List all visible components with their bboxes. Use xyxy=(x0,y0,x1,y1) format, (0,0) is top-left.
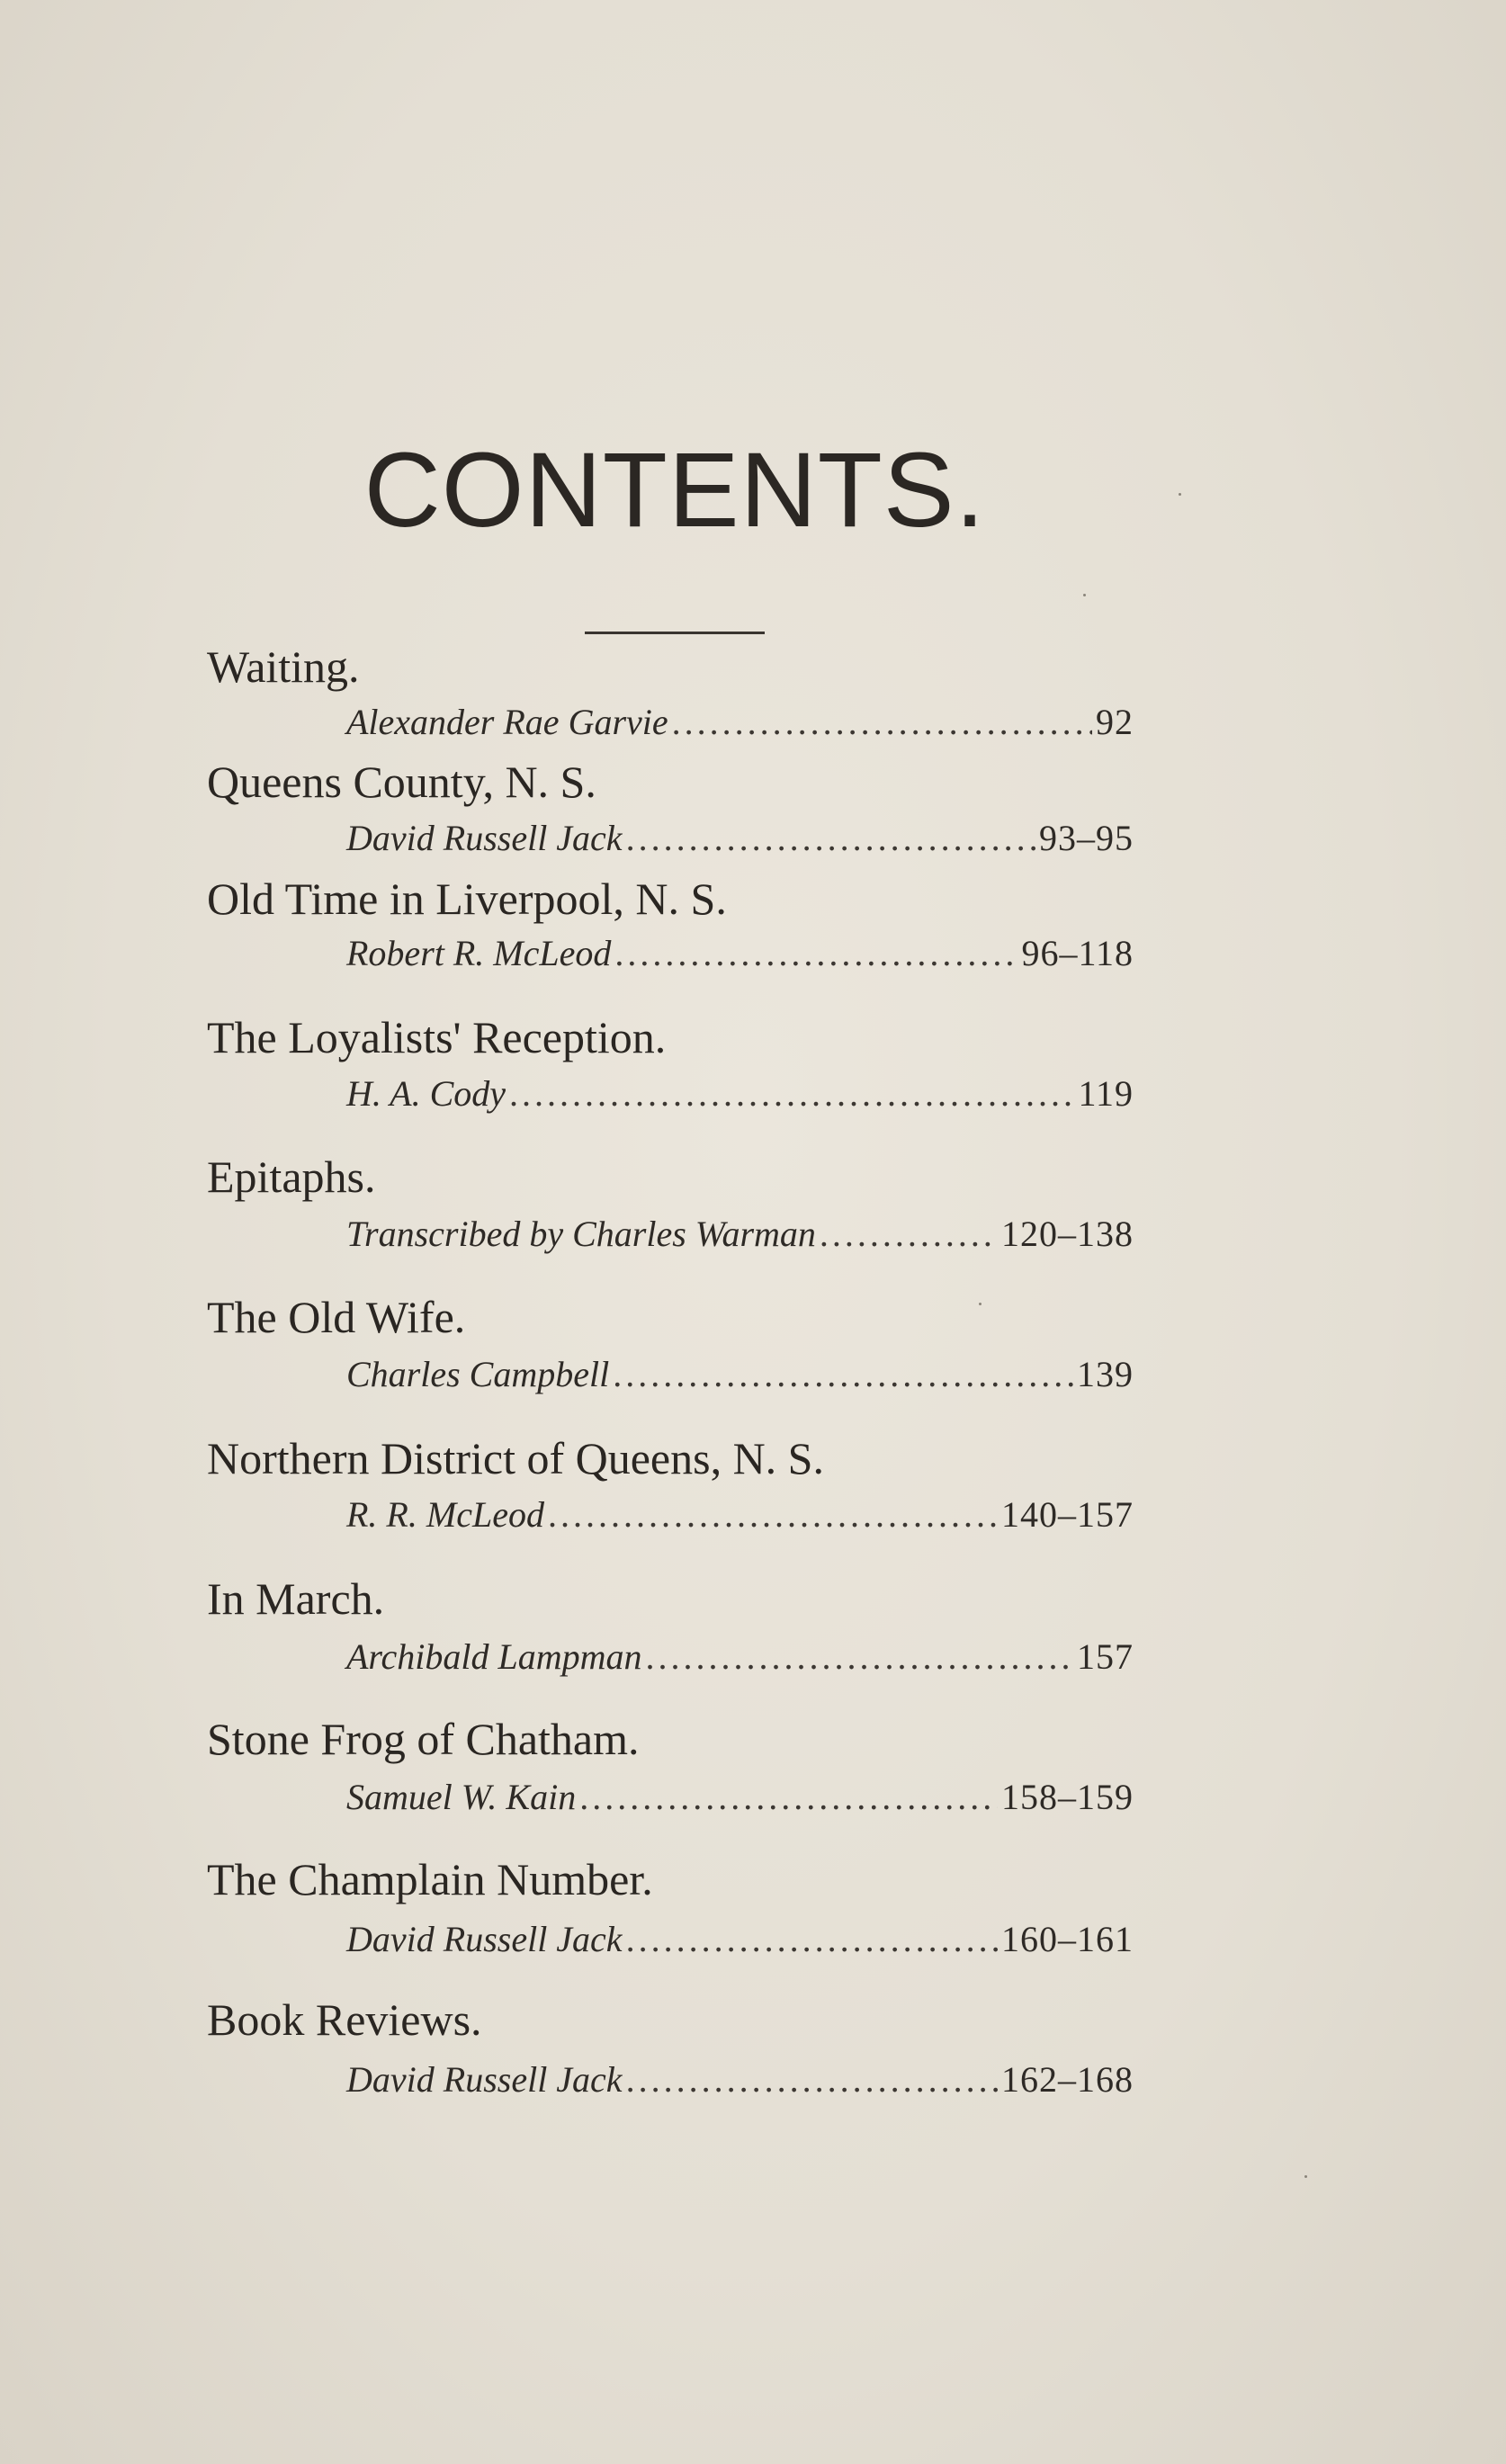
toc-entry-author: David Russell Jack xyxy=(346,1919,623,1959)
toc-entry-title: Northern District of Queens, N. S. xyxy=(207,1433,824,1483)
toc-entry-title: The Champlain Number. xyxy=(207,1854,653,1904)
toc-entry-title: The Old Wife. xyxy=(207,1292,466,1342)
toc-entry-author: Samuel W. Kain xyxy=(346,1777,577,1817)
toc-entry-pages: 120–138 xyxy=(1001,1214,1134,1254)
toc-entry-title: The Loyalists' Reception. xyxy=(207,1012,667,1062)
toc-entry-author-line xyxy=(346,1919,1134,1967)
dot-leader xyxy=(626,820,1035,856)
toc-entry-author: Archibald Lampman xyxy=(346,1636,642,1677)
toc-entry-title: Stone Frog of Chatham. xyxy=(207,1714,640,1764)
paper-speck xyxy=(1083,594,1086,596)
toc-entry-pages: 157 xyxy=(1077,1636,1134,1677)
toc-entry-author-line xyxy=(346,1073,1134,1121)
paper-speck xyxy=(1304,2175,1307,2178)
toc-entry-title: Queens County, N. S. xyxy=(207,757,596,807)
toc-entry-author-line xyxy=(346,704,1134,749)
toc-entry-title: Book Reviews. xyxy=(207,1994,482,2045)
toc-entry-author-line xyxy=(346,933,1134,981)
toc-entry-author: Charles Campbell xyxy=(346,1354,610,1394)
dot-leader xyxy=(613,1357,1073,1393)
dot-leader xyxy=(646,1639,1073,1675)
toc-entry-author: Alexander Rae Garvie xyxy=(346,702,668,742)
dot-leader xyxy=(579,1779,998,1815)
toc-entry-pages: 162–168 xyxy=(1001,2059,1134,2100)
toc-entry-author-line xyxy=(346,1216,1134,1261)
toc-entry-author-line xyxy=(346,1494,1134,1542)
toc-entry-pages: 160–161 xyxy=(1001,1919,1134,1959)
toc-entry-author-line xyxy=(346,820,1134,865)
toc-entry-author: Robert R. McLeod xyxy=(346,933,612,973)
page-title: CONTENTS. xyxy=(363,431,986,550)
toc-entry-pages: 119 xyxy=(1078,1073,1134,1114)
toc-entry-pages: 139 xyxy=(1077,1354,1134,1394)
toc-entry-pages: 96–118 xyxy=(1021,933,1134,973)
dot-leader xyxy=(820,1216,998,1252)
paper-speck xyxy=(979,1303,982,1305)
toc-entry-author-line xyxy=(346,2059,1134,2107)
dot-leader xyxy=(672,704,1092,740)
toc-entry-title: Old Time in Liverpool, N. S. xyxy=(207,874,727,924)
dot-leader xyxy=(509,1076,1074,1112)
toc-entry-author: R. R. McLeod xyxy=(346,1494,544,1535)
toc-entry-pages: 158–159 xyxy=(1001,1777,1134,1817)
toc-entry-pages: 140–157 xyxy=(1001,1494,1134,1535)
toc-entry-title: Waiting. xyxy=(207,641,360,692)
toc-entry-pages: 92 xyxy=(1096,702,1134,742)
toc-entry-author: H. A. Cody xyxy=(346,1073,506,1114)
toc-entry-title: In March. xyxy=(207,1573,385,1624)
toc-entry-author-line xyxy=(346,1636,1134,1684)
toc-entry-author-line xyxy=(346,1354,1134,1402)
toc-entry-author-line xyxy=(346,1779,1134,1824)
toc-entry-title: Epitaphs. xyxy=(207,1151,376,1202)
dot-leader xyxy=(626,2062,998,2098)
toc-entry-author: David Russell Jack xyxy=(346,2059,623,2100)
toc-entry-pages: 93–95 xyxy=(1039,818,1134,858)
dot-leader xyxy=(548,1497,998,1533)
dot-leader xyxy=(626,1922,998,1958)
toc-entry-author: David Russell Jack xyxy=(346,818,623,858)
paper-speck xyxy=(1179,493,1181,496)
toc-entry-author: Transcribed by Charles Warman xyxy=(346,1214,816,1254)
dot-leader xyxy=(614,936,1017,972)
